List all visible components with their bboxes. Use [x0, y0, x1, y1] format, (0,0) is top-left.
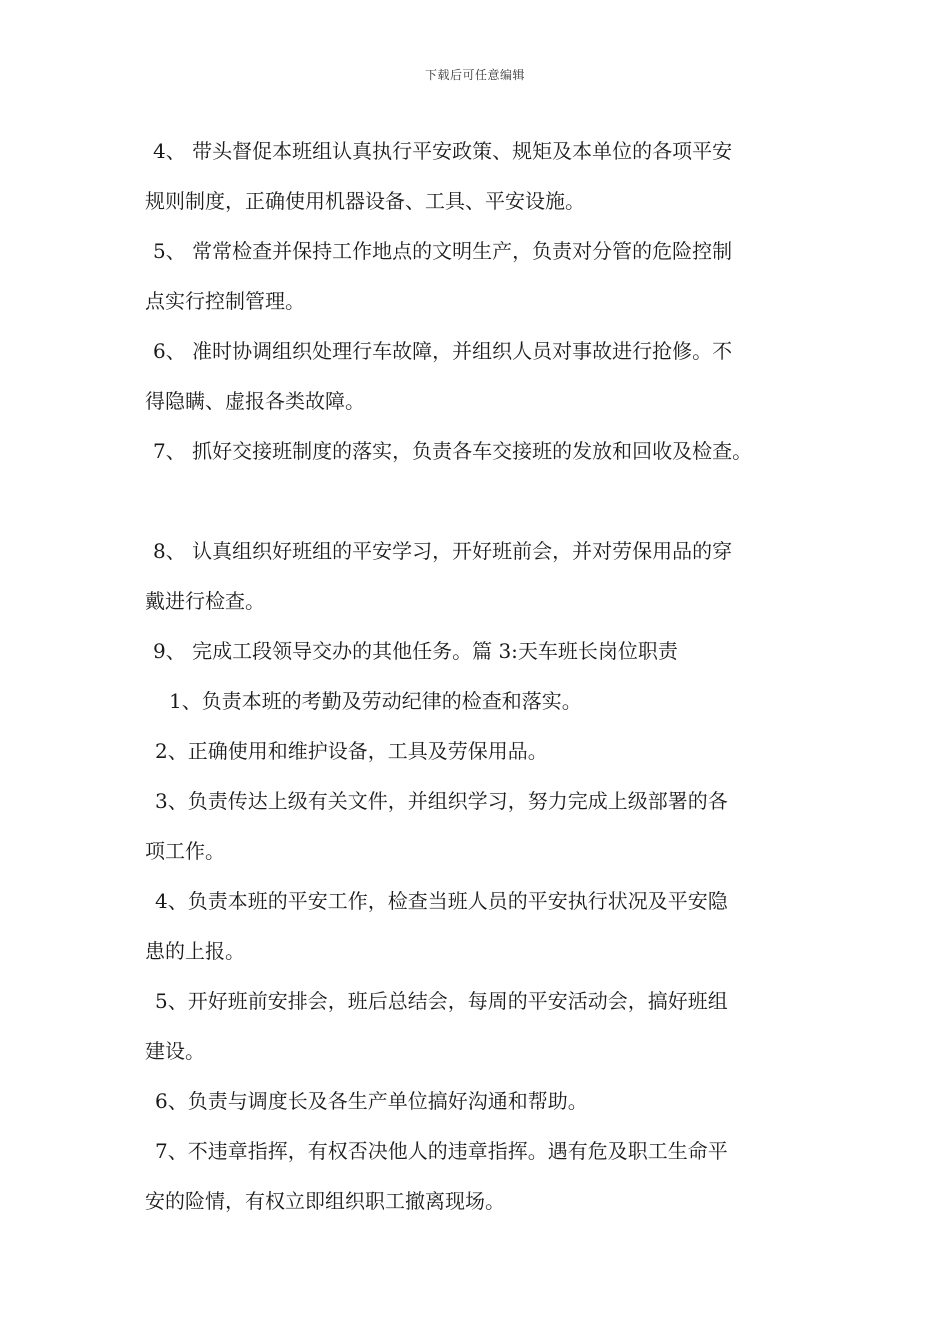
blank-line [145, 476, 825, 526]
paragraph-line: 5、 常常检查并保持工作地点的文明生产，负责对分管的危险控制 [153, 239, 733, 263]
page-header: 下载后可任意编辑 [424, 68, 525, 82]
paragraph-line: 戴进行检查。 [145, 589, 265, 613]
paragraph-line: 9、 完成工段领导交办的其他任务。篇 3:天车班长岗位职责 [153, 639, 678, 663]
paragraph-line: 规则制度，正确使用机器设备、工具、平安设施。 [145, 189, 585, 213]
paragraph-line: 建设。 [145, 1039, 205, 1063]
paragraph-line: 4、负责本班的平安工作，检查当班人员的平安执行状况及平安隐 [155, 889, 728, 913]
paragraph-line: 患的上报。 [145, 939, 245, 963]
paragraph-line: 点实行控制管理。 [145, 289, 305, 313]
paragraph-line: 6、 准时协调组织处理行车故障，并组织人员对事故进行抢修。不 [153, 339, 733, 363]
paragraph-line: 5、开好班前安排会，班后总结会，每周的平安活动会，搞好班组 [155, 989, 728, 1013]
document-body [145, 126, 825, 1226]
paragraph-line: 7、 抓好交接班制度的落实，负责各车交接班的发放和回收及检查。 [153, 439, 753, 463]
paragraph-line: 2、正确使用和维护设备，工具及劳保用品。 [155, 739, 548, 763]
paragraph-line: 项工作。 [145, 839, 225, 863]
paragraph-line: 4、 带头督促本班组认真执行平安政策、规矩及本单位的各项平安 [153, 139, 733, 163]
paragraph-line: 7、不违章指挥，有权否决他人的违章指挥。遇有危及职工生命平 [155, 1139, 728, 1163]
paragraph-line: 1、负责本班的考勤及劳动纪律的检查和落实。 [169, 689, 582, 713]
paragraph-line: 3、负责传达上级有关文件，并组织学习，努力完成上级部署的各 [155, 789, 728, 813]
paragraph-line: 得隐瞒、虚报各类故障。 [145, 389, 365, 413]
paragraph-line: 安的险情，有权立即组织职工撤离现场。 [145, 1189, 505, 1213]
paragraph-line: 8、 认真组织好班组的平安学习，开好班前会，并对劳保用品的穿 [153, 539, 733, 563]
paragraph-line: 6、负责与调度长及各生产单位搞好沟通和帮助。 [155, 1089, 588, 1113]
